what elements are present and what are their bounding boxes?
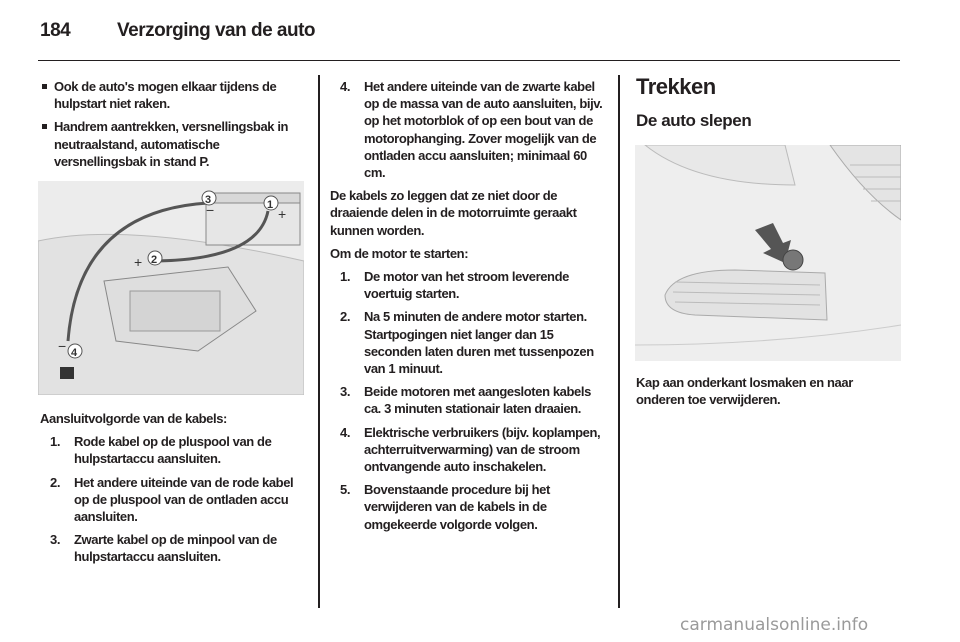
start-step: 5. Bovenstaande procedure bij het verwijderen van de kabels in de omgekeerde volgorde volgen.: [340, 482, 550, 532]
jump-start-figure: [38, 181, 304, 395]
bumper-illustration: [635, 145, 901, 361]
start-step: 2. Na 5 minuten de andere motor starten. Startpogingen niet langer dan 15 seconden laten duren met tussenpozen van 1 minuut.: [340, 309, 594, 377]
svg-text:−: −: [206, 202, 215, 218]
step-item: 4. Het andere uiteinde van de zwarte kabel op de massa van de auto aansluiten, bijv. op het motorblok of op een bout van de motorophanging. Zover mogelijk van de ontladen accu aansluiten; minimaal 60 cm.: [340, 79, 603, 181]
bullet-item: Handrem aantrekken, versnellingsbak in neutraalstand, automatische versnellingsbak in stand P.: [40, 118, 308, 170]
connection-sequence: [40, 410, 308, 572]
start-step: 1. De motor van het stroom leverende voertuig starten.: [340, 269, 569, 302]
svg-text:+: +: [278, 206, 287, 222]
header-divider: [38, 60, 900, 61]
engine-bay-illustration: [38, 181, 304, 395]
svg-text:4: 4: [71, 347, 78, 359]
svg-text:2: 2: [151, 254, 158, 266]
svg-text:3: 3: [205, 194, 212, 206]
towing-eye-figure: [635, 145, 901, 361]
svg-text:−: −: [58, 338, 67, 354]
cable-note: De kabels zo leggen dat ze niet door de draaiende delen in de motorruimte geraakt kunnen worden.: [330, 188, 577, 238]
start-title: Om de motor te starten:: [330, 245, 469, 261]
start-step: 4. Elektrische verbruikers (bijv. koplampen, achterruitverwarming) van de stroom ontvangende auto inschakelen.: [340, 424, 601, 475]
start-step: 3. Beide motoren met aangesloten kabels ca. 3 minuten stationair laten draaien.: [340, 384, 591, 417]
section-subheading: De auto slepen: [636, 111, 752, 130]
column-1: [40, 78, 308, 176]
towing-text: Kap aan onderkant losmaken en naar onderen toe verwijderen.: [636, 375, 853, 408]
bullet-item: Ook de auto's mogen elkaar tijdens de hulpstart niet raken.: [40, 78, 308, 112]
step-item: 3. Zwarte kabel op de minpool van de hulpstartaccu aansluiten.: [50, 532, 277, 565]
column-2: [330, 78, 608, 539]
svg-text:1: 1: [267, 199, 274, 211]
svg-text:+: +: [134, 254, 143, 270]
towing-instruction: [636, 374, 904, 414]
sequence-title: Aansluitvolgorde van de kabels:: [40, 411, 227, 426]
page-number: 184: [40, 20, 71, 41]
step-item: 1. Rode kabel op de pluspool van de hulpstartaccu aansluiten.: [50, 434, 272, 467]
column-divider-2: [618, 75, 620, 608]
step-item: 2. Het andere uiteinde van de rode kabel op de pluspool van de ontladen accu aansluiten.: [50, 474, 294, 525]
column-divider-1: [318, 75, 320, 608]
column-3: [636, 74, 904, 132]
watermark: carmanualsonline.info: [680, 615, 869, 635]
page-title: Verzorging van de auto: [117, 20, 316, 41]
section-heading: Trekken: [636, 74, 716, 99]
